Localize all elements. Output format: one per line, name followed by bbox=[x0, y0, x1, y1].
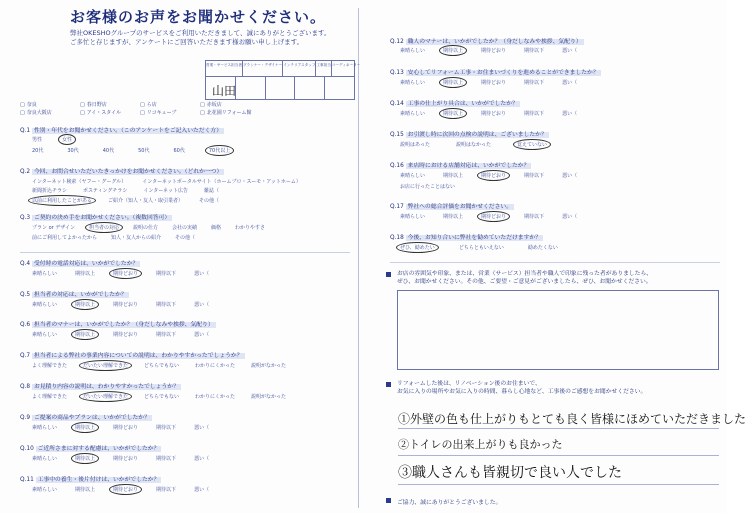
q8-options: よく理解できた だいたい理解できた どちらでもない わかりにくかった 説明がなかった bbox=[32, 393, 286, 400]
handwritten-name: 山田 bbox=[212, 84, 237, 98]
question-13: Q.13 安心してリフォーム工事・お住まいづくりを進めることができましたか？ bbox=[390, 70, 599, 76]
store-list bbox=[20, 101, 256, 117]
store-option[interactable]: □ アイ・スタイル bbox=[80, 109, 136, 117]
store-option[interactable]: □ ら店 bbox=[140, 101, 196, 109]
question-17: Q.17 弊社への総合評価をお聞かせください。 bbox=[390, 204, 512, 210]
q1-options-age: 20代 30代 40代 50代 60代 70代以上 bbox=[32, 147, 230, 154]
q16-extra-option: お店に行ったことはない bbox=[400, 184, 456, 190]
q10-options: 素晴らしい 期待以上 期待どおり 期待以下 悪い（ bbox=[32, 455, 209, 462]
divider bbox=[20, 252, 350, 253]
comment-box[interactable] bbox=[397, 290, 719, 370]
handwritten-comment-1: ①外壁の色も仕上がりもとても良く皆様にほめていただきました bbox=[398, 412, 746, 426]
thanks-text: ご協力、誠にありがとうございました。 bbox=[397, 500, 502, 506]
q5-options: 素晴らしい 期待以上 期待どおり 期待以下 悪い（ bbox=[32, 301, 209, 308]
q11-options: 素晴らしい 期待以上 期待どおり 期待以下 悪い（ bbox=[32, 486, 209, 493]
staff-col: 営業・サービス担当者 bbox=[206, 61, 243, 76]
question-10: Q.10 ご近所さまに対する配慮は、いかがでしたか？ bbox=[20, 446, 160, 452]
q15-options: 説明はあった 説明はなかった 覚えていない bbox=[400, 141, 547, 148]
question-8: Q.8 お見積り内容の説明は、わかりやすかったでしょうか？ bbox=[20, 384, 179, 390]
comment-prompt: お店の雰囲気や印象、または、営業（サービス）担当者や職人で印象に残った者がありましたら、 ぜひ、お聞かせください。その他、ご要望・ご意見がございましたら、ぜひ、お聞かせください。 bbox=[397, 271, 653, 285]
q2-options-row1: インターネット検索（ヤフー・グーグル） インターネットポータルサイト（ホームプロ・スーモ・アットホーム） bbox=[32, 179, 301, 185]
intro-text: 弊社OKESHOグループのサービスをご利用いただきまして、誠にありがとうございます。 ご多忙と存じますが、アンケートにご回答いただきます様お願い申し上げます。 bbox=[70, 29, 331, 46]
q18-options: ぜひ、勧めたい どちらともいえない 勧めたくない bbox=[400, 244, 558, 251]
q14-options: 素晴らしい 期待以上 期待どおり 期待以下 悪い（ bbox=[400, 110, 577, 117]
q3-options-row2: 前にご利用してよかったから 知人・友人からの紹介 その他（ bbox=[32, 235, 196, 241]
question-2: Q.2 今回、お問合せいただいたきっかけをお聞かせください。（どれか一つ） bbox=[20, 169, 223, 175]
question-18: Q.18 今後、お知り合いに弊社を勧めていただけますか？ bbox=[390, 235, 541, 241]
question-12: Q.12 職人のマナーは、いかがでしたか？（身だしなみや挨拶、気配り） bbox=[390, 39, 582, 45]
question-9: Q.9 ご提案の商品やプランは、いかがでしたか？ bbox=[20, 415, 150, 421]
store-option[interactable]: □ リコキューブ bbox=[140, 109, 196, 117]
question-4: Q.4 受付時の電話対応は、いかがでしたか？ bbox=[20, 261, 139, 267]
column-divider bbox=[358, 8, 359, 508]
q16-options: 素晴らしい 期待以上 期待どおり 期待以下 悪い（ bbox=[400, 172, 577, 179]
store-option[interactable]: □ 奈良大阪店 bbox=[20, 109, 76, 117]
square-bullet-icon bbox=[386, 498, 391, 503]
q13-options: 素晴らしい 期待以上 期待どおり 期待以下 悪い（ bbox=[400, 79, 577, 86]
question-5: Q.5 担当者の対応は、いかがでしたか？ bbox=[20, 292, 127, 298]
page-title: お客様のお声をお聞かせください。 bbox=[70, 8, 327, 26]
handwritten-comment-3: ③職人さんも皆親切で良い人でした bbox=[398, 465, 622, 481]
question-16: Q.16 来店時における店舗対応は、いかがでしたか？ bbox=[390, 163, 530, 169]
question-14: Q.14 工事の仕上がり具合は、いかがでしたか？ bbox=[390, 101, 518, 107]
square-bullet-icon bbox=[386, 272, 391, 277]
staff-col: コーディネーター bbox=[331, 63, 361, 67]
staff-col: プランナー・デザイナー bbox=[243, 61, 283, 76]
question-1: Q.1 性別・年代をお聞かせください。（このアンケートをご記入いただく方） bbox=[20, 128, 222, 134]
writing-line bbox=[398, 484, 719, 485]
writing-line bbox=[398, 428, 719, 429]
question-11: Q.11 工事中の養生・後片付けは、いかがでしたか？ bbox=[20, 477, 160, 483]
staff-col: インテリアスタッフ bbox=[283, 61, 316, 76]
q3-options-row1: プラン or デザイン 担当者の対応 説明の仕方 会社の実績 価格 わかりやすさ bbox=[32, 224, 265, 231]
q6-options: 素晴らしい 期待以上 期待どおり 期待以下 悪い（ bbox=[32, 331, 209, 338]
store-option[interactable]: □ 北花園リフォーム館 bbox=[200, 109, 256, 117]
q4-options: 素晴らしい 期待以上 期待どおり 期待以下 悪い（ bbox=[32, 270, 209, 277]
q1-options-gender: 男性 女性 bbox=[32, 136, 72, 143]
q17-options: 素晴らしい 期待以上 期待どおり 期待以下 悪い（ bbox=[400, 213, 577, 220]
question-7: Q.7 担当者による弊社の事業内容についての説明は、わかりやすかったでしょうか？ bbox=[20, 353, 243, 359]
store-option[interactable]: □ 奈良 bbox=[20, 101, 76, 109]
q7-options: よく理解できた だいたい理解できた どちらでもない わかりにくかった 説明がなかった bbox=[32, 362, 286, 369]
store-option[interactable]: □ 春日野店 bbox=[80, 101, 136, 109]
question-15: Q.15 お引渡し時に次回の点検の説明は、ございましたか？ bbox=[390, 132, 547, 138]
reform-prompt: リフォームした後は、リノベーション後のお住まいで、 お気に入りの場所やお気に入りの時間、暮らし心地など、工事後のご感想をお聞かせください。 bbox=[397, 381, 647, 395]
q2-options-row2: 新聞折込チラシ ポスティングチラシ インターネット広告 雑誌（ bbox=[32, 188, 219, 194]
store-option[interactable]: □ 赤坂店 bbox=[200, 101, 256, 109]
handwritten-comment-2: ②トイレの出来上がりも良かった bbox=[398, 438, 563, 451]
staff-col: 工事担当 bbox=[316, 61, 331, 76]
q12-options: 素晴らしい 期待以上 期待どおり 期待以下 悪い（ bbox=[400, 47, 577, 54]
question-3: Q.3 ご契約の決め手をお聞かせください。（複数回答可） bbox=[20, 215, 171, 221]
divider bbox=[390, 262, 720, 263]
square-bullet-icon bbox=[386, 382, 391, 387]
question-6: Q.6 担当者のマナーは、いかがでしたか？（身だしなみや挨拶、気配り） bbox=[20, 322, 214, 328]
writing-line bbox=[398, 455, 719, 456]
q2-options-row3: 以前に利用したことがある ご紹介（知人・友人・取引業者） その他（ bbox=[32, 197, 219, 204]
q9-options: 素晴らしい 期待以上 期待どおり 期待以下 悪い（ bbox=[32, 424, 209, 431]
